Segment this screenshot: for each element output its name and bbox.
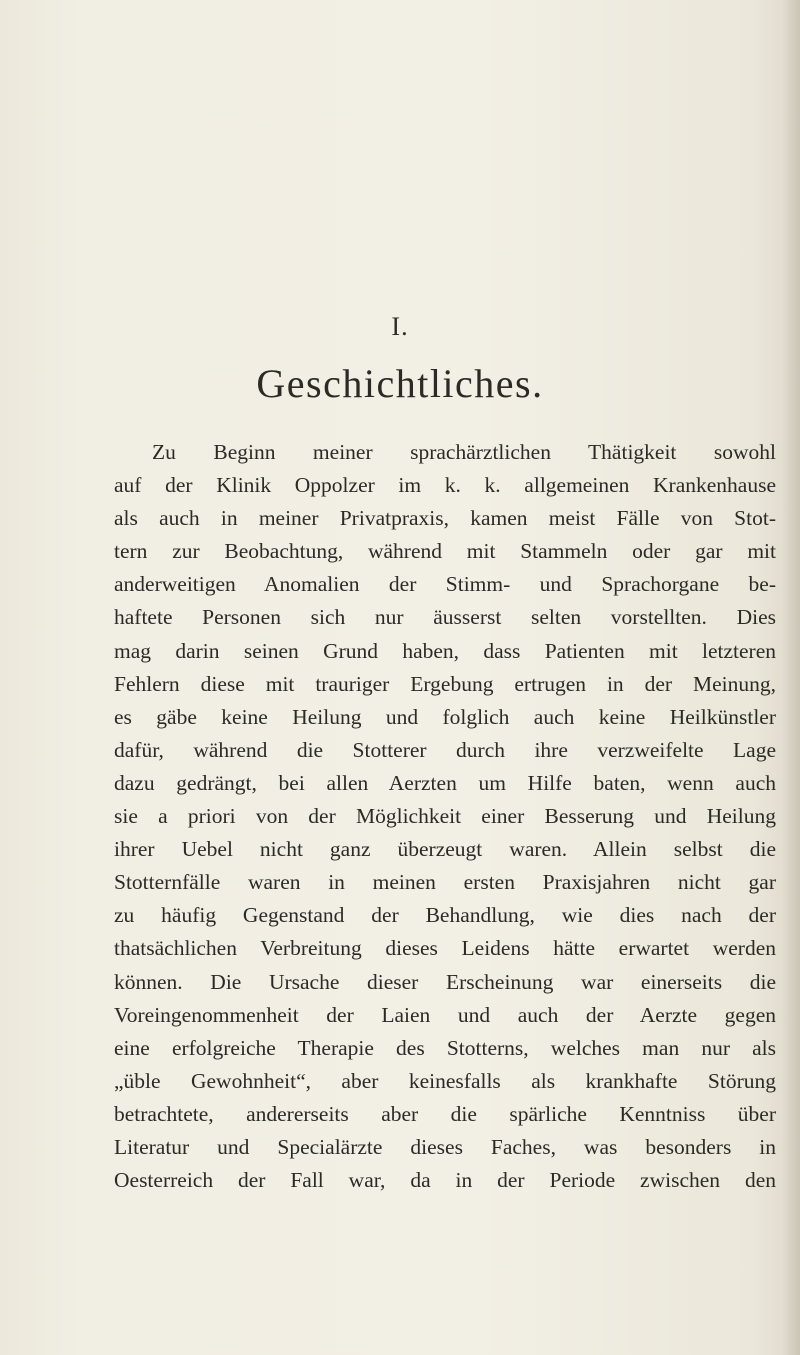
body-paragraph <box>114 436 776 1197</box>
text-line: Zu Beginn meiner sprachärztlichen Thätigkeit sowohl <box>152 440 776 464</box>
text-line: dazu gedrängt, bei allen Aerzten um Hilfe baten, wenn auch <box>114 770 776 795</box>
text-line: tern zur Beobachtung, während mit Stammeln oder gar mit <box>114 539 776 564</box>
text-line: Oesterreich der Fall war, da in der Periode zwischen den <box>114 1168 776 1193</box>
text-line: Literatur und Specialärzte dieses Faches, was besonders in <box>114 1134 776 1159</box>
text-line: Fehlern diese mit trauriger Ergebung ertrugen in der Meinung, <box>114 671 776 696</box>
text-line: Voreingenommenheit der Laien und auch der Aerzte gegen <box>114 1002 776 1027</box>
text-line: haftete Personen sich nur äusserst selten vorstellten. Dies <box>114 605 776 630</box>
text-line: zu häufig Gegenstand der Behandlung, wie dies nach der <box>114 903 776 928</box>
text-line: thatsächlichen Verbreitung dieses Leidens hätte erwartet werden <box>114 936 776 961</box>
text-line: mag darin seinen Grund haben, dass Patienten mit letzteren <box>114 638 776 663</box>
text-line: ihrer Uebel nicht ganz überzeugt waren. Allein selbst die <box>114 837 776 862</box>
text-line: eine erfolgreiche Therapie des Stotterns, welches man nur als <box>114 1035 776 1060</box>
chapter-title: Geschichtliches. <box>256 361 544 406</box>
text-line: anderweitigen Anomalien der Stimm- und Sprachorgane be- <box>114 572 776 597</box>
text-line: sie a priori von der Möglichkeit einer Besserung und Heilung <box>114 804 776 829</box>
text-line: betrachtete, andererseits aber die spärliche Kenntniss über <box>114 1101 776 1126</box>
text-line: Stotternfälle waren in meinen ersten Praxisjahren nicht gar <box>114 870 776 895</box>
page-edge-shadow <box>782 0 800 1355</box>
text-line: auf der Klinik Oppolzer im k. k. allgemeinen Krankenhause <box>114 473 776 498</box>
text-line: als auch in meiner Privatpraxis, kamen meist Fälle von Stot- <box>114 506 776 531</box>
chapter-number: I. <box>391 312 409 341</box>
text-line: können. Die Ursache dieser Erscheinung war einerseits die <box>114 969 776 994</box>
text-line: dafür, während die Stotterer durch ihre verzweifelte Lage <box>114 737 776 762</box>
text-line: es gäbe keine Heilung und folglich auch keine Heilkünstler <box>114 704 776 729</box>
text-line: „üble Gewohnheit“, aber keinesfalls als krankhafte Störung <box>114 1068 776 1093</box>
